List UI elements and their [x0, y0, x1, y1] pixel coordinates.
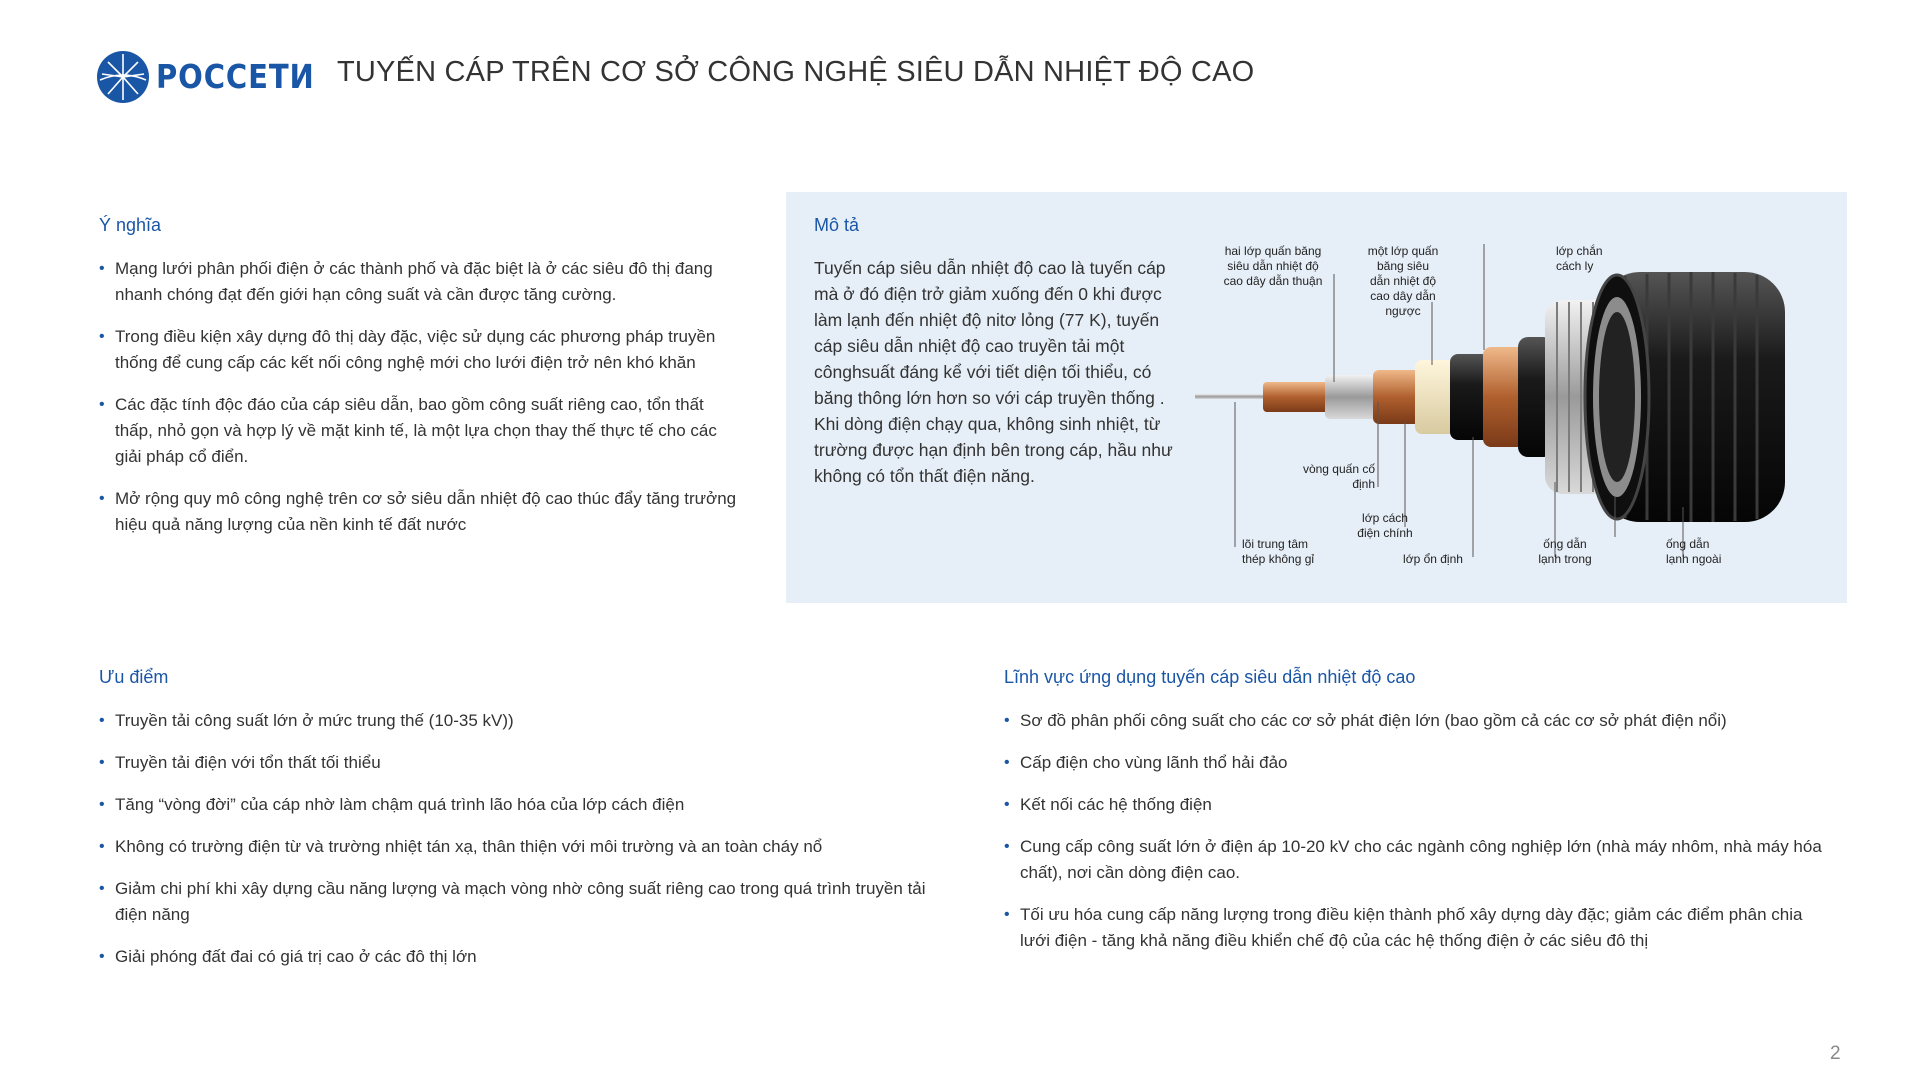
list-item: • Giảm chi phí khi xây dựng cầu năng lượng và mạch vòng nhờ công suất riêng cao trong quá trình truyền tải điện năng — [99, 876, 929, 928]
advantages-list — [99, 708, 929, 986]
label-line: cao dây dẫn — [1370, 289, 1436, 303]
list-item: • Các đặc tính độc đáo của cáp siêu dẫn, bao gồm công suất riêng cao, tổn thất thấp, nhỏ gọn và hợp lý về mặt kinh tế, là một lựa chọn thay thế thực tế cho các giải pháp cổ điển. — [99, 392, 739, 470]
label-steel-core — [1242, 537, 1342, 567]
label-line: hai lớp quấn băng — [1224, 244, 1322, 258]
list-item: • Truyền tải công suất lớn ở mức trung thế (10-35 kV)) — [99, 708, 929, 734]
label-line: lạnh ngoài — [1666, 552, 1722, 566]
label-inner-cryostat — [1525, 537, 1605, 567]
label-line: vòng quấn cố — [1302, 462, 1375, 476]
label-insulation-screen — [1556, 244, 1636, 274]
label-line: cách ly — [1556, 259, 1594, 273]
label-line: một lớp quấn — [1367, 244, 1439, 258]
label-line: định — [1352, 477, 1375, 491]
list-item: • Tối ưu hóa cung cấp năng lượng trong điều kiện thành phố xây dựng dày đặc; giảm các điểm phân chia lưới điện - tăng khả năng điều khiển chế độ của các hệ thống điện ở các siêu đô thị — [1004, 902, 1824, 954]
label-one-superconductor-layer — [1348, 244, 1458, 319]
meaning-list — [99, 256, 739, 554]
label-line: ống dẫn — [1666, 537, 1710, 551]
label-main-insulation — [1340, 511, 1430, 541]
list-item: • Truyền tải điện với tổn thất tối thiểu — [99, 750, 929, 776]
label-stabilizer — [1388, 552, 1478, 567]
list-item: • Tăng “vòng đời” của cáp nhờ làm chậm quá trình lão hóa của lớp cách điện — [99, 792, 929, 818]
label-line: lớp chắn — [1556, 244, 1603, 258]
label-line: ngược — [1385, 304, 1421, 318]
page-title: TUYẾN CÁP TRÊN CƠ SỞ CÔNG NGHỆ SIÊU DẪN NHIỆT ĐỘ CAO — [337, 56, 1255, 88]
label-line: lạnh trong — [1538, 552, 1592, 566]
label-outer-cryostat — [1666, 537, 1746, 567]
meaning-section-title: Ý nghĩa — [99, 215, 162, 235]
label-line: điện chính — [1357, 526, 1413, 540]
label-line: thép không gỉ — [1242, 552, 1315, 566]
logo-wordmark: РОССЕТИ — [156, 57, 315, 96]
description-text: Tuyến cáp siêu dẫn nhiệt độ cao là tuyến cáp mà ở đó điện trở giảm xuống đến 0 khi được làm lạnh đến nhiệt độ nitơ lỏng (77 K), tuyến cáp siêu dẫn nhiệt độ cao truyền tải một cônghsuất đáng kể với tiết diện tối thiểu, có băng thông lớn hơn so với cáp truyền thống . Khi dòng điện chạy qua, không sinh nhiệt, từ trường được hạn định bên trong cáp, hầu như không có tổn thất điện năng. — [814, 258, 1173, 486]
applications-section-title: Lĩnh vực ứng dụng tuyến cáp siêu dẫn nhiệt độ cao — [1004, 667, 1416, 687]
label-fixing-ring — [1275, 462, 1375, 492]
list-item: • Không có trường điện từ và trường nhiệt tán xạ, thân thiện với môi trường và an toàn cháy nổ — [99, 834, 929, 860]
list-item: • Cấp điện cho vùng lãnh thổ hải đảo — [1004, 750, 1824, 776]
rosseti-logo-icon — [96, 50, 150, 104]
label-line: lớp ổn định — [1403, 552, 1463, 566]
list-item: • Mở rộng quy mô công nghệ trên cơ sở siêu dẫn nhiệt độ cao thúc đẩy tăng trưởng hiệu quả năng lượng của nền kinh tế đất nước — [99, 486, 739, 538]
list-item: • Kết nối các hệ thống điện — [1004, 792, 1824, 818]
list-item: • Cung cấp công suất lớn ở điện áp 10-20 kV cho các ngành công nghiệp lớn (nhà máy nhôm, nhà máy hóa chất), nơi cần dòng điện cao. — [1004, 834, 1824, 886]
label-line: cao dây dẫn thuận — [1223, 274, 1323, 288]
label-line: dẫn nhiệt độ — [1369, 274, 1437, 288]
label-line: băng siêu — [1376, 259, 1430, 273]
list-item: • Mạng lưới phân phối điện ở các thành phố và đặc biệt là ở các siêu đô thị đang nhanh chóng đạt đến giới hạn công suất và cần được tăng cường. — [99, 256, 739, 308]
list-item: • Trong điều kiện xây dựng đô thị dày đặc, việc sử dụng các phương pháp truyền thống để cung cấp các kết nối công nghệ mới cho lưới điện trở nên khó khăn — [99, 324, 739, 376]
label-line: lớp cách — [1362, 511, 1408, 525]
applications-list — [1004, 708, 1824, 970]
page-number: 2 — [1830, 1043, 1841, 1064]
advantages-section-title: Ưu điểm — [99, 667, 169, 687]
label-line: lõi trung tâm — [1242, 537, 1309, 551]
label-two-superconductor-layers — [1208, 244, 1338, 289]
label-line: siêu dẫn nhiệt độ — [1227, 259, 1319, 273]
list-item: • Sơ đồ phân phối công suất cho các cơ sở phát điện lớn (bao gồm cả các cơ sở phát điện nổi) — [1004, 708, 1824, 734]
list-item: • Giải phóng đất đai có giá trị cao ở các đô thị lớn — [99, 944, 929, 970]
label-line: ống dẫn — [1543, 537, 1587, 551]
description-section-title: Mô tả — [814, 215, 860, 235]
